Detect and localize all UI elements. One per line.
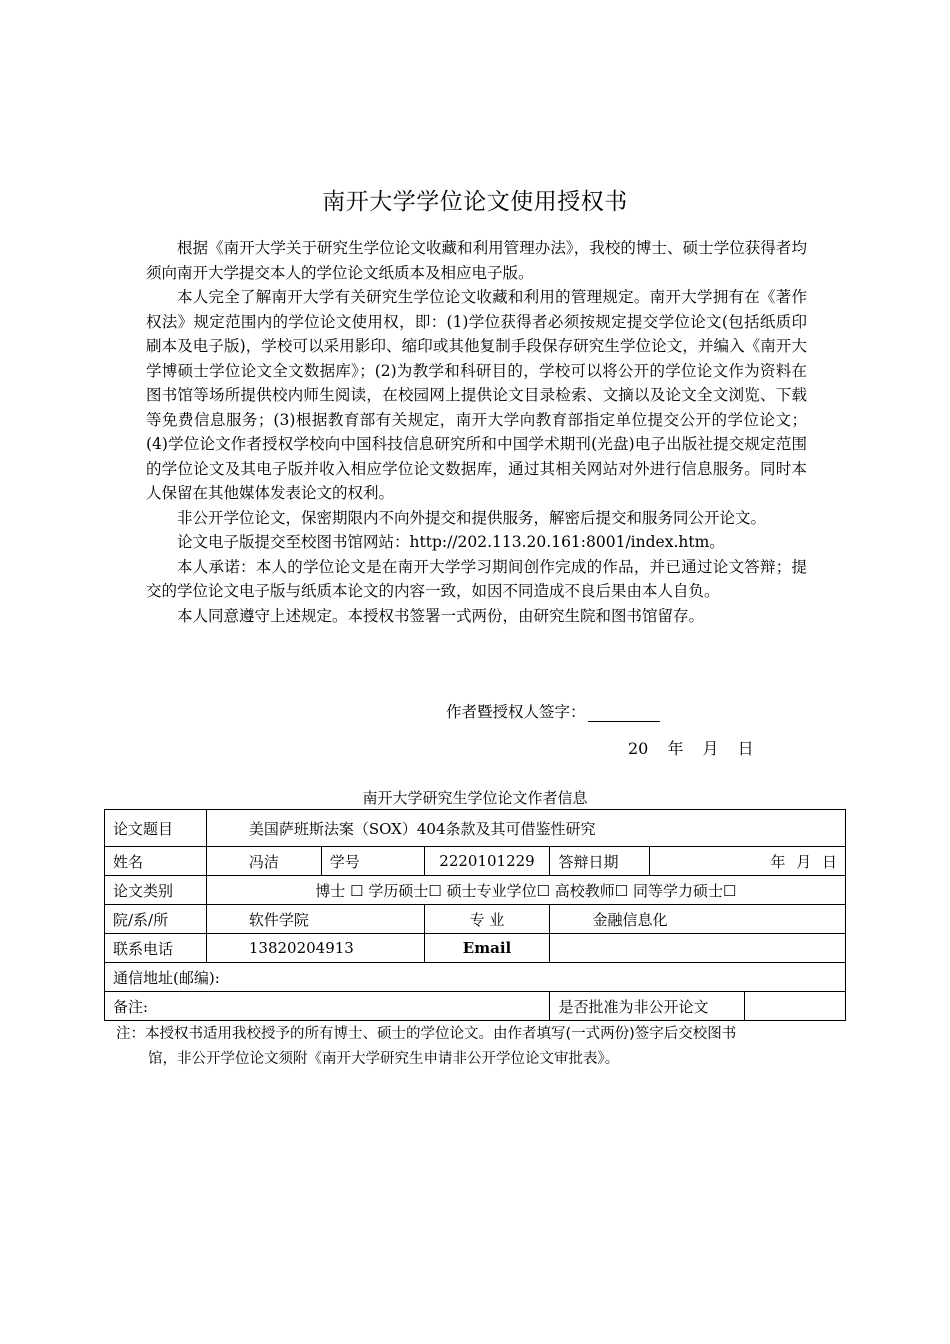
remarks-label: 备注:	[105, 992, 550, 1021]
defense-date-label: 答辩日期	[550, 847, 650, 876]
footnote-line-1: 注：本授权书适用我校授予的所有博士、硕士的学位论文。由作者填写(一式两份)签字后交校图书	[116, 1026, 737, 1042]
email-label: Email	[424, 934, 550, 963]
name-label: 姓名	[105, 847, 207, 876]
phone-label: 联系电话	[105, 934, 207, 963]
table-row	[105, 905, 846, 934]
paragraph-rights: 本人完全了解南开大学有关研究生学位论文收藏和利用的管理规定。南开大学拥有在《著作权法》规定范围内的学位论文使用权，即：(1)学位获得者必须按规定提交学位论文(包括纸质印刷本及电子版)，学校可以采用影印、缩印或其他复制手段保存研究生学位论文，并编入《南开大学博硕士学位论文全文数据库》；(2)为教学和科研目的，学校可以将公开的学位论文作为资料在图书馆等场所提供校内师生阅读，在校园网上提供论文目录检索、文摘以及论文全文浏览、下载等免费信息服务；(3)根据教育部有关规定，南开大学向教育部指定单位提交公开的学位论文；(4)学位论文作者授权学校向中国科技信息研究所和中国学术期刊(光盘)电子出版社提交规定范围的学位论文及其电子版并收入相应学位论文数据库，通过其相关网站对外进行信息服务。同时本人保留在其他媒体发表论文的权利。	[146, 288, 807, 502]
paragraph-submission-url: 论文电子版提交至校图书馆网站：http://202.113.20.161:8001/index.htm。	[177, 533, 725, 551]
signature-line	[446, 700, 660, 722]
category-label: 论文类别	[105, 876, 207, 905]
defense-date-value: 年 月 日	[650, 847, 846, 876]
table-row	[105, 847, 846, 876]
address-label: 通信地址(邮编):	[105, 963, 846, 992]
table-row	[105, 876, 846, 905]
paragraph-pledge: 本人承诺：本人的学位论文是在南开大学学习期间创作完成的作品，并已通过论文答辩；提交的学位论文电子版与纸质本论文的内容一致，如因不同造成不良后果由本人自负。	[146, 557, 807, 600]
department-value: 软件学院	[206, 905, 424, 934]
nonpublic-cell	[550, 992, 846, 1021]
signature-blank[interactable]	[588, 704, 660, 722]
department-label: 院/系/所	[105, 905, 207, 934]
paragraph-intro: 根据《南开大学关于研究生学位论文收藏和利用管理办法》，我校的博士、硕士学位获得者均须向南开大学提交本人的学位论文纸质本及相应电子版。	[146, 239, 807, 282]
table-row	[105, 810, 846, 847]
table-row	[105, 963, 846, 992]
footnote	[116, 1022, 840, 1072]
nonpublic-value[interactable]	[745, 992, 845, 1020]
signature-date: 20 年 月 日	[628, 739, 754, 758]
phone-value: 13820204913	[206, 934, 424, 963]
document-title: 南开大学学位论文使用授权书	[322, 189, 628, 215]
authorization-body	[146, 236, 807, 628]
signature-label: 作者暨授权人签字：	[446, 703, 586, 721]
student-id-label: 学号	[321, 847, 424, 876]
author-info-table	[104, 809, 846, 1021]
email-value[interactable]	[550, 934, 846, 963]
table-caption: 南开大学研究生学位论文作者信息	[362, 789, 588, 807]
thesis-title-value: 美国萨班斯法案（SOX）404条款及其可借鉴性研究	[206, 810, 845, 847]
table-row	[105, 934, 846, 963]
paragraph-agreement: 本人同意遵守上述规定。本授权书签署一式两份，由研究生院和图书馆留存。	[177, 606, 705, 625]
major-value: 金融信息化	[550, 905, 846, 934]
major-label: 专 业	[424, 905, 550, 934]
thesis-title-label: 论文题目	[105, 810, 207, 847]
category-options: 博士 ☐ 学历硕士☐ 硕士专业学位☐ 高校教师☐ 同等学力硕士☐	[206, 876, 845, 905]
student-id-value: 2220101229	[424, 847, 550, 876]
footnote-line-2: 馆，非公开学位论文须附《南开大学研究生申请非公开学位论文审批表》。	[148, 1051, 620, 1067]
nonpublic-label: 是否批准为非公开论文	[550, 992, 745, 1020]
name-value: 冯洁	[206, 847, 321, 876]
paragraph-nonpublic: 非公开学位论文，保密期限内不向外提交和提供服务，解密后提交和服务同公开论文。	[177, 508, 767, 527]
table-row	[105, 992, 846, 1021]
